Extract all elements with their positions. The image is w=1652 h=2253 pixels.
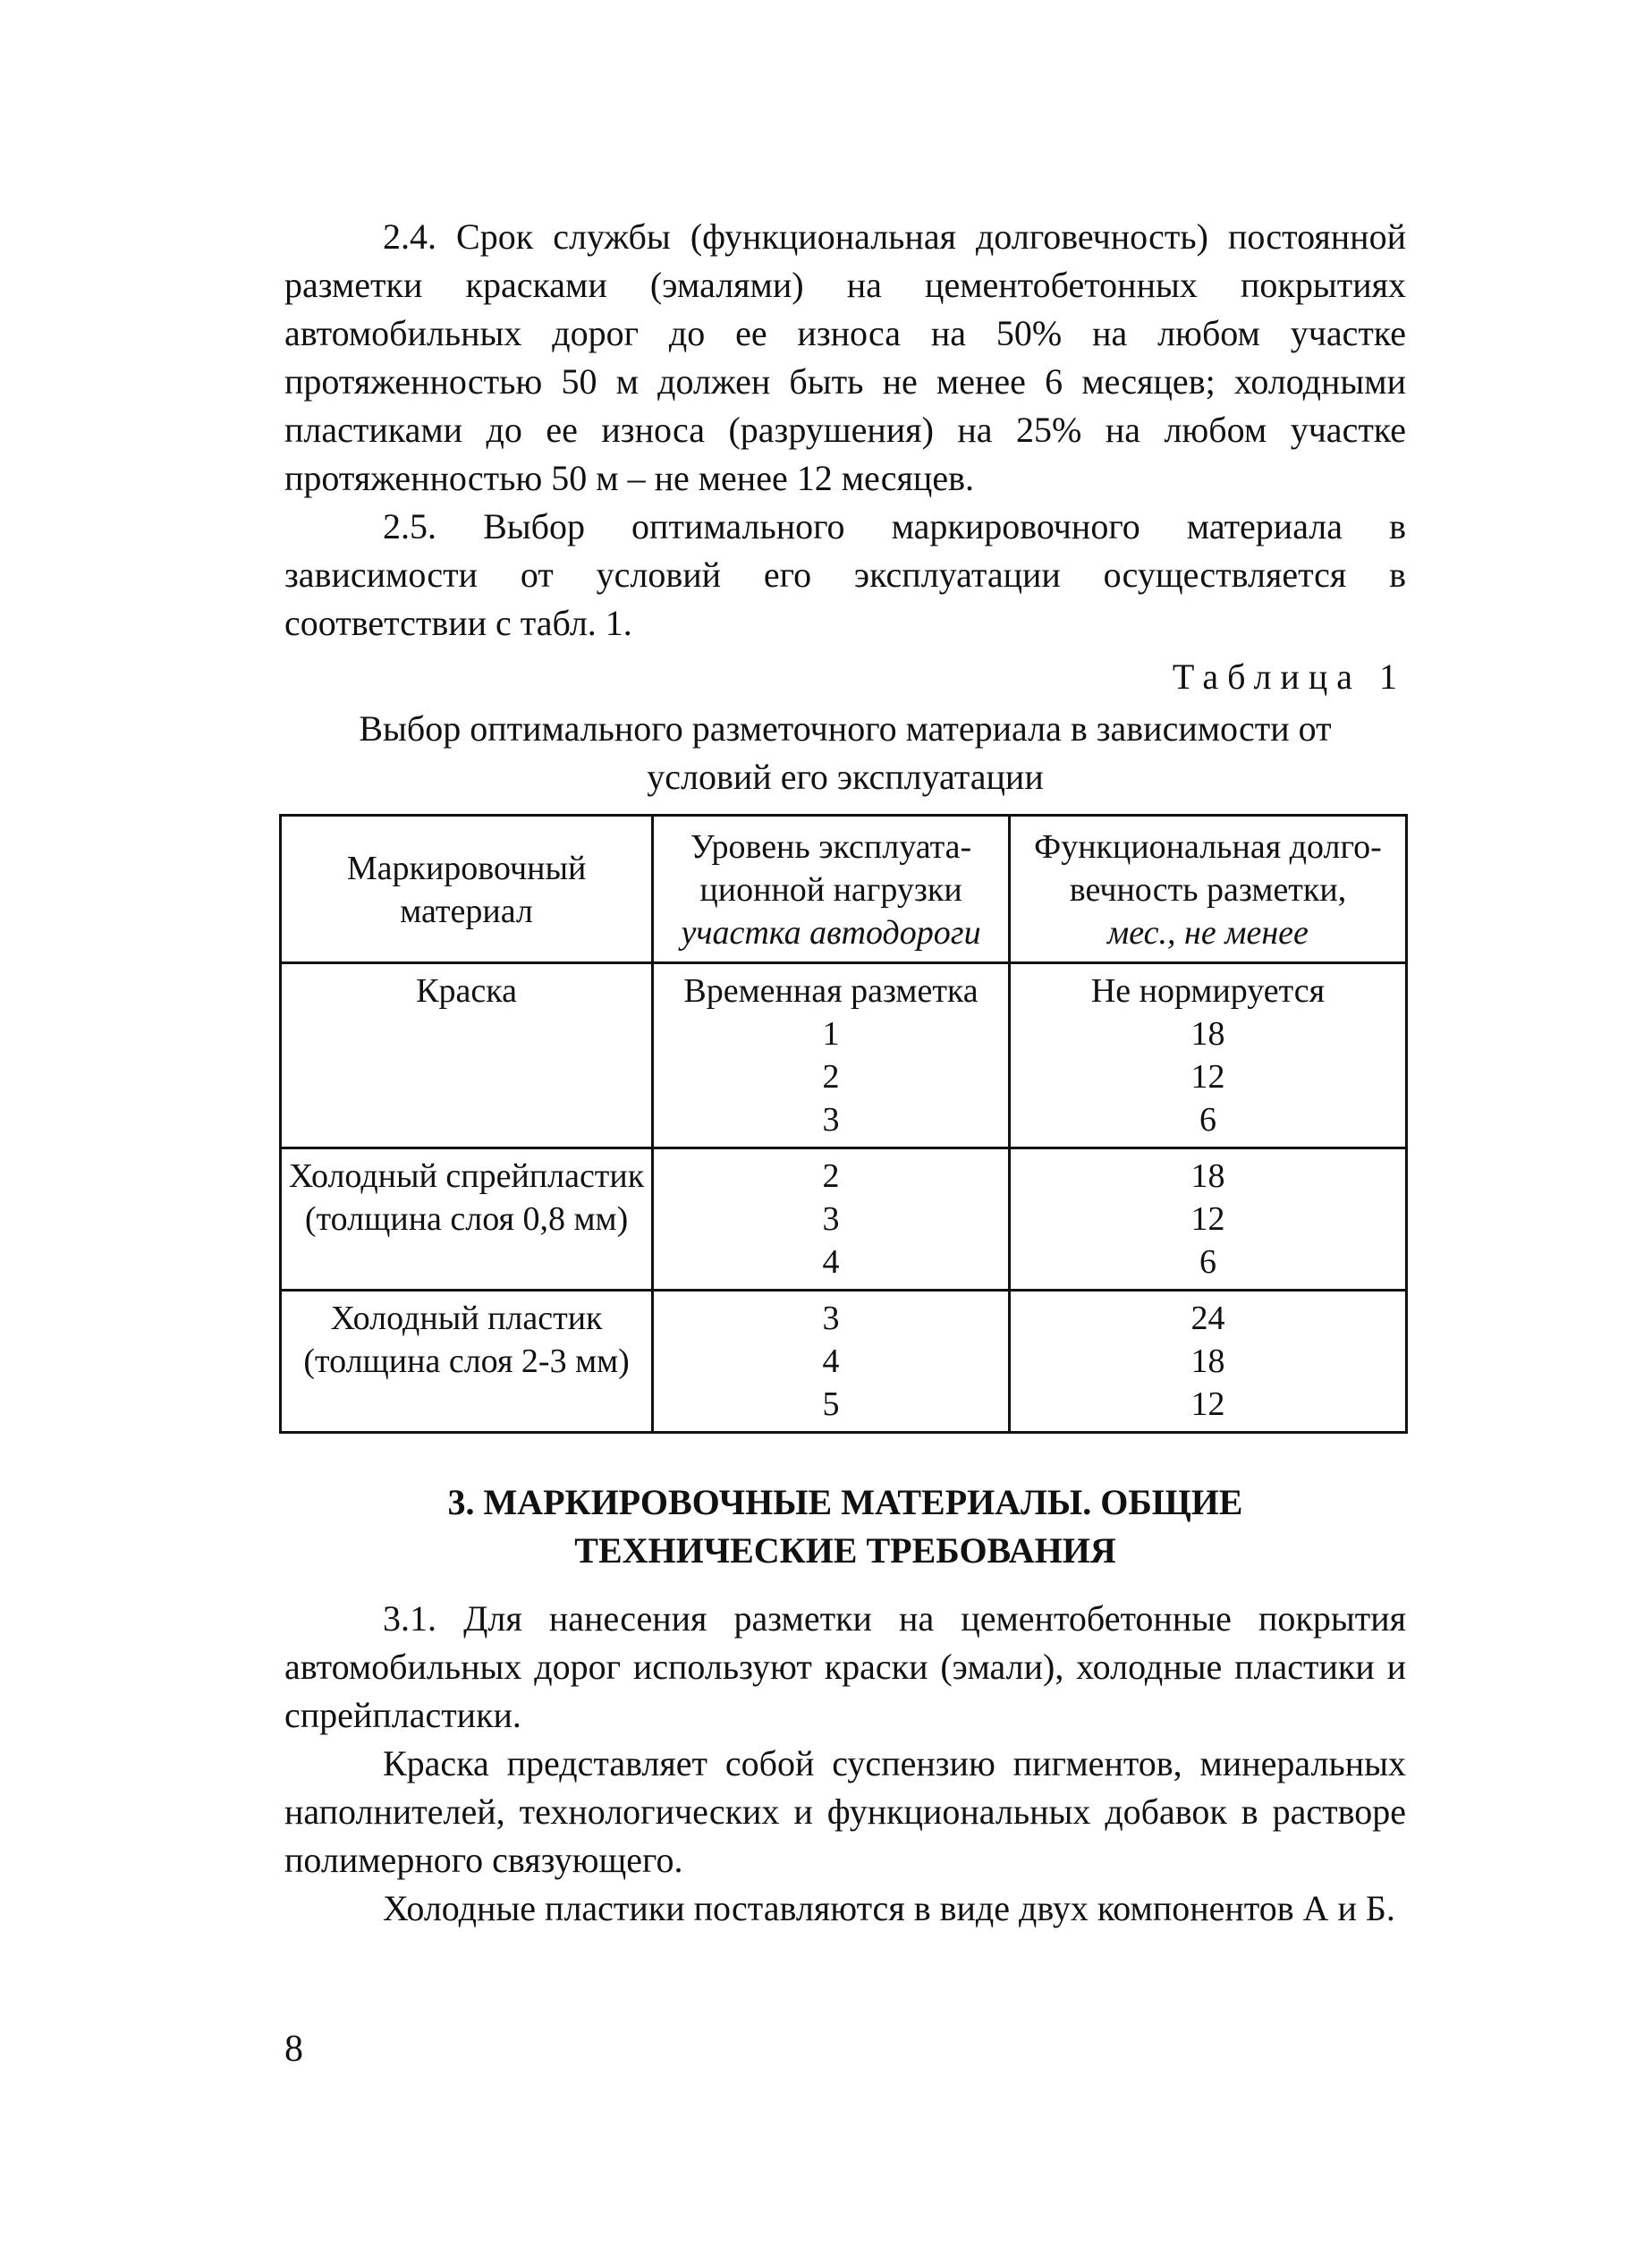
header-durability-line: Функциональная долго- xyxy=(1034,828,1382,866)
header-material-line: Маркировочный xyxy=(346,850,587,887)
header-load-level-line: Уровень эксплуата- xyxy=(690,828,972,866)
cell-line: 2 xyxy=(822,1058,840,1096)
cell-line: Не нормируется xyxy=(1090,972,1326,1010)
cell-line: 6 xyxy=(1199,1243,1216,1281)
paragraph-3-1: 3.1. Для нанесения разметки на цементобетонные покрытия автомобильных дорог используют краски (эмали), холодные пластики и спрейпластики. xyxy=(284,1598,1406,1735)
cell-line: 3 xyxy=(822,1101,840,1139)
cell-level xyxy=(653,1291,1010,1433)
cell-line: 12 xyxy=(1190,1058,1225,1096)
table-caption-line-1: Выбор оптимального разметочного материала в зависимости от xyxy=(359,708,1332,749)
cell-line: (толщина слоя 0,8 мм) xyxy=(304,1200,629,1238)
header-durability-line: мес., не менее xyxy=(1107,914,1309,952)
section-heading-line-2: ТЕХНИЧЕСКИЕ ТРЕБОВАНИЯ xyxy=(574,1530,1116,1571)
cell-line: 18 xyxy=(1190,1015,1225,1053)
cell-line: 6 xyxy=(1199,1101,1216,1139)
paragraph-paint: Краска представляет собой суспензию пигментов, минеральных наполнителей, технологических и функциональных добавок в растворе полимерного связующего. xyxy=(284,1743,1406,1880)
header-material-line: материал xyxy=(400,893,533,930)
cell-durability xyxy=(1009,1291,1406,1433)
cell-material xyxy=(281,1148,653,1291)
header-load-level-line: ционной нагрузки xyxy=(699,871,962,909)
cell-line: 4 xyxy=(822,1243,840,1281)
page-number: 8 xyxy=(284,2029,303,2070)
materials-table xyxy=(279,814,1408,1434)
cell-durability xyxy=(1009,1148,1406,1291)
header-load-level xyxy=(653,816,1010,963)
table-row xyxy=(281,1148,1407,1291)
cell-line: 12 xyxy=(1190,1200,1225,1238)
cell-line: 24 xyxy=(1190,1300,1225,1337)
cell-line: Временная разметка xyxy=(683,972,978,1010)
cell-line: Краска xyxy=(416,972,517,1010)
cell-line: 18 xyxy=(1190,1157,1225,1195)
section-heading xyxy=(284,1478,1406,1575)
cell-level xyxy=(653,963,1010,1148)
cell-level xyxy=(653,1148,1010,1291)
header-durability xyxy=(1009,816,1406,963)
table-caption-line-2: условий его эксплуатации xyxy=(647,757,1044,797)
cell-line: 5 xyxy=(822,1385,840,1423)
cell-line: 2 xyxy=(822,1157,840,1195)
cell-material xyxy=(281,963,653,1148)
table-caption xyxy=(284,705,1406,801)
cell-line: Холодный спрейпластик xyxy=(288,1157,645,1195)
paragraph-2-4: 2.4. Срок службы (функциональная долговечность) постоянной разметки красками (эмалями) на цементобетонных покрытиях автомобильных дорог до ее износа на 50% на любом участке протяженностью 50 м должен быть не менее 6 месяцев; холодными пластиками до ее износа (разрушения) на 25% на любом участке протяженностью 50 м – не менее 12 месяцев. xyxy=(284,216,1406,498)
header-material xyxy=(281,816,653,963)
cell-line: 12 xyxy=(1190,1385,1225,1423)
section-heading-line-1: 3. МАРКИРОВОЧНЫЕ МАТЕРИАЛЫ. ОБЩИЕ xyxy=(447,1482,1243,1522)
cell-line: Холодный пластик xyxy=(330,1300,603,1337)
cell-line: 4 xyxy=(822,1342,840,1380)
table-row xyxy=(281,963,1407,1148)
table-row xyxy=(281,1291,1407,1433)
cell-line: 1 xyxy=(822,1015,840,1053)
paragraph-2-5: 2.5. Выбор оптимального маркировочного материала в зависимости от условий его эксплуатации осуществляется в соответствии с табл. 1. xyxy=(284,506,1406,643)
cell-durability xyxy=(1009,963,1406,1148)
header-durability-line: вечность разметки, xyxy=(1069,871,1347,909)
cell-line: 3 xyxy=(822,1300,840,1337)
cell-line: (толщина слоя 2-3 мм) xyxy=(303,1342,630,1380)
cell-line: 18 xyxy=(1190,1342,1225,1380)
table-label: Таблица 1 xyxy=(1172,656,1406,697)
header-load-level-line: участка автодороги xyxy=(681,914,981,952)
document-page xyxy=(284,213,1406,1933)
paragraph-cold-plastics: Холодные пластики поставляются в виде двух компонентов А и Б. xyxy=(383,1888,1395,1928)
cell-line: 3 xyxy=(822,1200,840,1238)
table-header-row xyxy=(281,816,1407,963)
cell-material xyxy=(281,1291,653,1433)
